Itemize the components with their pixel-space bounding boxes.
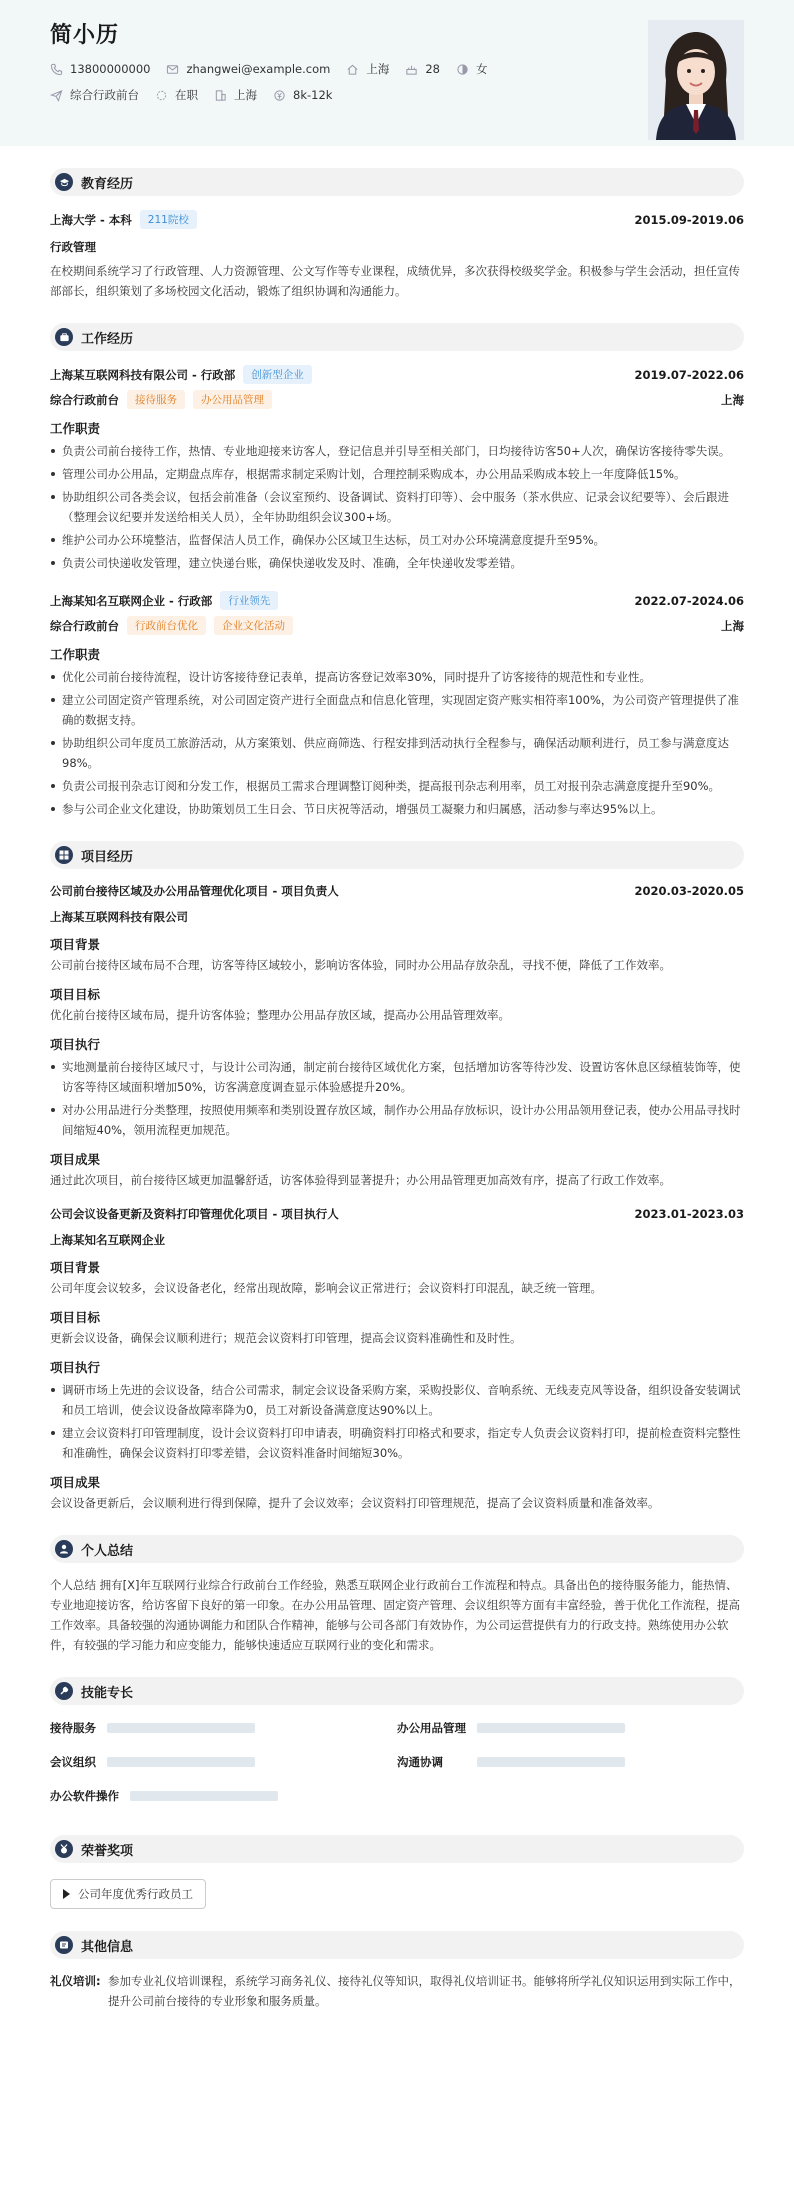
project-company: 上海某互联网科技有限公司 bbox=[50, 910, 188, 924]
role-tag: 企业文化活动 bbox=[214, 616, 293, 635]
profile-photo bbox=[648, 20, 744, 140]
other-label: 礼仪培训: bbox=[50, 1974, 101, 1988]
email-text: zhangwei@example.com bbox=[186, 62, 331, 76]
skill-list bbox=[50, 1711, 744, 1813]
duty-label: 工作职责 bbox=[50, 647, 101, 662]
position-text: 综合行政前台 bbox=[70, 88, 139, 102]
skill-bar bbox=[477, 1723, 625, 1733]
list-item: 协助组织公司年度员工旅游活动，从方案策划、供应商筛选、行程安排到活动执行全程参与，确保活动顺利进行，员工参与满意度达98%。 bbox=[50, 733, 744, 773]
summary-text: 个人总结 拥有[X]年互联网行业综合行政前台工作经验，熟悉互联网企业行政前台工作流程和特点。具备出色的接待服务能力，能热情、专业地迎接访客，给访客留下良好的第一印象。在办公用品管理、固定资产管理、会议组织等方面有丰富经验，善于优化工作流程，提高工作效率。具备较强的沟通协调能力和团队合作精神，能够与公司各部门有效协作，为公司运营提供有力的行政支持。熟练使用办公软件，有较强的学习能力和应变能力，能够快速适应互联网行业的变化和需求。 bbox=[50, 1578, 740, 1652]
school bbox=[50, 210, 197, 229]
gender-text: 女 bbox=[475, 62, 488, 76]
skill-bar bbox=[130, 1791, 278, 1801]
project-name: 公司会议设备更新及资料打印管理优化项目 - 项目执行人 bbox=[50, 1207, 339, 1221]
award-name: 公司年度优秀行政员工 bbox=[78, 1887, 193, 1901]
project-company: 上海某知名互联网企业 bbox=[50, 1233, 165, 1247]
section-skills bbox=[50, 1677, 744, 1705]
briefcase-icon bbox=[55, 328, 73, 346]
status bbox=[155, 87, 198, 103]
email bbox=[166, 62, 330, 76]
education-desc: 在校期间系统学习了行政管理、人力资源管理、公文写作等专业课程，成绩优异，多次获得校级奖学金。积极参与学生会活动，担任宣传部部长，组织策划了多场校园文化活动，锻炼了组织协调和沟通能力。 bbox=[50, 264, 740, 298]
background-label: 项目背景 bbox=[50, 1260, 101, 1275]
role-name: 综合行政前台 bbox=[50, 392, 119, 407]
skill-item bbox=[397, 1745, 744, 1779]
contact-row bbox=[50, 61, 744, 77]
other-item bbox=[50, 1971, 744, 2011]
school-name: 上海大学 - 本科 bbox=[50, 212, 132, 227]
award-item bbox=[50, 1879, 206, 1909]
role-tag: 办公用品管理 bbox=[193, 390, 272, 409]
home-icon bbox=[346, 63, 359, 76]
age-text: 28 bbox=[425, 62, 440, 76]
skill-item bbox=[50, 1779, 397, 1813]
job-row bbox=[50, 591, 744, 610]
other-text: 参加专业礼仪培训课程，系统学习商务礼仪、接待礼仪等知识，取得礼仪培训证书。能够将所学礼仪知识运用到实际工作中，提升公司前台接待的专业形象和服务质量。 bbox=[108, 1974, 741, 2008]
candidate-name: 简小历 bbox=[50, 23, 120, 48]
list-item: 管理公司办公用品，定期盘点库存，根据需求制定采购计划，合理控制采购成本，办公用品采购成本较上一年度降低15%。 bbox=[50, 464, 744, 484]
status-icon bbox=[155, 89, 168, 102]
section-other bbox=[50, 1931, 744, 1959]
goal-label: 项目目标 bbox=[50, 987, 101, 1002]
section-education bbox=[50, 168, 744, 196]
result-label: 项目成果 bbox=[50, 1152, 101, 1167]
execution-list bbox=[50, 1380, 744, 1463]
skill-item bbox=[50, 1745, 397, 1779]
list-item: 优化公司前台接待流程，设计访客接待登记表单，提高访客登记效率30%，同时提升了访客接待的规范性和专业性。 bbox=[50, 667, 744, 687]
list-item: 协助组织公司各类会议，包括会前准备（会议室预约、设备调试、资料打印等）、会中服务（茶水供应、记录会议纪要等）、会后跟进（整理会议纪要并发送给相关人员），全年协助组织会议300+场。 bbox=[50, 487, 744, 527]
list-item: 调研市场上先进的会议设备，结合公司需求，制定会议设备采购方案，采购投影仪、音响系统、无线麦克风等设备，组织设备安装调试和员工培训，使会议设备故障率降为0，员工对新设备满意度达90%以上。 bbox=[50, 1380, 744, 1420]
execution-label: 项目执行 bbox=[50, 1360, 101, 1375]
graduation-cap-icon bbox=[55, 173, 73, 191]
skill-bar bbox=[477, 1757, 625, 1767]
list-item: 建立会议资料打印管理制度，设计会议资料打印申请表，明确资料打印格式和要求，指定专人负责会议资料打印，提前检查资料完整性和准确性，确保会议资料打印零差错，会议资料准备时间缩短30%。 bbox=[50, 1423, 744, 1463]
phone-text: 13800000000 bbox=[70, 62, 151, 76]
target-city bbox=[214, 87, 257, 103]
gender-icon bbox=[456, 63, 469, 76]
company-name: 上海某互联网科技有限公司 - 行政部 bbox=[50, 367, 236, 382]
skill-name: 办公软件操作 bbox=[50, 1789, 119, 1803]
section-summary bbox=[50, 1535, 744, 1563]
list-item: 参与公司企业文化建设，协助策划员工生日会、节日庆祝等活动，增强员工凝聚力和归属感，活动参与率达95%以上。 bbox=[50, 799, 744, 819]
duty-label: 工作职责 bbox=[50, 421, 101, 436]
education-row bbox=[50, 210, 744, 229]
job-date: 2019.07-2022.06 bbox=[634, 367, 744, 382]
execution-list bbox=[50, 1057, 744, 1140]
job-role-row bbox=[50, 616, 744, 635]
skill-name: 沟通协调 bbox=[397, 1755, 443, 1769]
job-city: 上海 bbox=[721, 392, 744, 407]
section-title: 其他信息 bbox=[81, 1939, 134, 1955]
job-intent-row bbox=[50, 87, 744, 103]
status-text: 在职 bbox=[175, 88, 198, 102]
section-title: 技能专长 bbox=[81, 1685, 134, 1701]
skill-name: 接待服务 bbox=[50, 1721, 96, 1735]
job-role-row bbox=[50, 390, 744, 409]
project-row bbox=[50, 883, 744, 899]
section-title: 工作经历 bbox=[81, 331, 134, 347]
skill-name: 会议组织 bbox=[50, 1755, 96, 1769]
role-tag: 行政前台优化 bbox=[127, 616, 206, 635]
city bbox=[346, 61, 389, 77]
list-item: 负责公司快递收发管理，建立快递台账，确保快递收发及时、准确，全年快递收发零差错。 bbox=[50, 553, 744, 573]
section-title: 项目经历 bbox=[81, 849, 134, 865]
list-item: 建立公司固定资产管理系统，对公司固定资产进行全面盘点和信息化管理，实现固定资产账实相符率100%，为公司资产管理提供了准确的数据支持。 bbox=[50, 690, 744, 730]
job-date: 2022.07-2024.06 bbox=[634, 593, 744, 608]
project-background: 公司前台接待区域布局不合理，访客等待区域较小，影响访客体验，同时办公用品存放杂乱，寻找不便，降低了工作效率。 bbox=[50, 958, 671, 972]
result-label: 项目成果 bbox=[50, 1475, 101, 1490]
job-role bbox=[50, 616, 293, 635]
project-goal: 优化前台接待区域布局，提升访客体验；整理办公用品存放区域，提高办公用品管理效率。 bbox=[50, 1008, 510, 1022]
goal-label: 项目目标 bbox=[50, 1310, 101, 1325]
company-name: 上海某知名互联网企业 - 行政部 bbox=[50, 593, 213, 608]
major: 行政管理 bbox=[50, 240, 96, 254]
list-item: 负责公司报刊杂志订阅和分发工作，根据员工需求合理调整订阅种类，提高报刊杂志利用率，员工对报刊杂志满意度提升至90%。 bbox=[50, 776, 744, 796]
project-goal: 更新会议设备，确保会议顺利进行；规范会议资料打印管理，提高会议资料准确性和及时性。 bbox=[50, 1331, 522, 1345]
duty-list bbox=[50, 441, 744, 573]
money-icon bbox=[273, 89, 286, 102]
skill-name: 办公用品管理 bbox=[397, 1721, 466, 1735]
gender bbox=[456, 61, 488, 77]
salary-text: 8k-12k bbox=[293, 88, 333, 102]
city-text: 上海 bbox=[366, 62, 390, 76]
list-item: 对办公用品进行分类整理，按照使用频率和类别设置存放区域，制作办公用品存放标识，设计办公用品领用登记表，使办公用品寻找时间缩短40%，领用流程更加规范。 bbox=[50, 1100, 744, 1140]
medal-icon bbox=[55, 1840, 73, 1858]
grid-icon bbox=[55, 846, 73, 864]
skill-bar bbox=[107, 1723, 255, 1733]
send-icon bbox=[50, 89, 63, 102]
role-tag: 接待服务 bbox=[127, 390, 185, 409]
salary bbox=[273, 88, 332, 102]
project-date: 2020.03-2020.05 bbox=[634, 884, 744, 898]
project-name: 公司前台接待区域及办公用品管理优化项目 - 项目负责人 bbox=[50, 884, 339, 898]
job-row bbox=[50, 365, 744, 384]
job-role bbox=[50, 390, 272, 409]
section-title: 荣誉奖项 bbox=[81, 1843, 134, 1859]
building-icon bbox=[214, 89, 227, 102]
background-label: 项目背景 bbox=[50, 937, 101, 952]
project-background: 公司年度会议较多，会议设备老化，经常出现故障，影响会议正常进行；会议资料打印混乱，缺乏统一管理。 bbox=[50, 1281, 602, 1295]
project-row bbox=[50, 1206, 744, 1222]
job-company bbox=[50, 365, 312, 384]
skill-item bbox=[397, 1711, 744, 1745]
tools-icon bbox=[55, 1682, 73, 1700]
position bbox=[50, 87, 139, 103]
skill-bar bbox=[107, 1757, 255, 1767]
phone-icon bbox=[50, 63, 63, 76]
project-result: 会议设备更新后，会议顺利进行得到保障，提升了会议效率；会议资料打印管理规范，提高了会议资料质量和准备效率。 bbox=[50, 1496, 660, 1510]
section-projects bbox=[50, 841, 744, 869]
list-item: 负责公司前台接待工作，热情、专业地迎接来访客人，登记信息并引导至相关部门，日均接待访客50+人次，确保访客接待零失误。 bbox=[50, 441, 744, 461]
info-icon bbox=[55, 1936, 73, 1954]
section-title: 教育经历 bbox=[81, 176, 134, 192]
play-icon bbox=[63, 1889, 70, 1899]
list-item: 维护公司办公环境整洁，监督保洁人员工作，确保办公区域卫生达标，员工对办公环境满意度提升至95%。 bbox=[50, 530, 744, 550]
phone bbox=[50, 62, 150, 76]
company-tag: 创新型企业 bbox=[243, 365, 312, 384]
section-awards bbox=[50, 1835, 744, 1863]
job-city: 上海 bbox=[721, 618, 744, 633]
company-tag: 行业领先 bbox=[220, 591, 278, 610]
resume-header bbox=[0, 0, 794, 146]
education-date: 2015.09-2019.06 bbox=[634, 212, 744, 227]
job-company bbox=[50, 591, 278, 610]
section-title: 个人总结 bbox=[81, 1543, 134, 1559]
cake-icon bbox=[405, 63, 418, 76]
role-name: 综合行政前台 bbox=[50, 618, 119, 633]
execution-label: 项目执行 bbox=[50, 1037, 101, 1052]
skill-item bbox=[50, 1711, 397, 1745]
target-city-text: 上海 bbox=[234, 88, 257, 102]
age bbox=[405, 62, 440, 76]
user-icon bbox=[55, 1540, 73, 1558]
project-result: 通过此次项目，前台接待区域更加温馨舒适，访客体验得到显著提升；办公用品管理更加高效有序，提高了行政工作效率。 bbox=[50, 1173, 671, 1187]
project-date: 2023.01-2023.03 bbox=[634, 1207, 744, 1221]
section-work bbox=[50, 323, 744, 351]
school-tag: 211院校 bbox=[140, 210, 197, 229]
duty-list bbox=[50, 667, 744, 819]
list-item: 实地测量前台接待区域尺寸，与设计公司沟通，制定前台接待区域优化方案，包括增加访客等待沙发、设置访客休息区绿植装饰等，使访客等待区域面积增加50%，访客满意度调查显示体验感提升20%。 bbox=[50, 1057, 744, 1097]
mail-icon bbox=[166, 63, 179, 76]
